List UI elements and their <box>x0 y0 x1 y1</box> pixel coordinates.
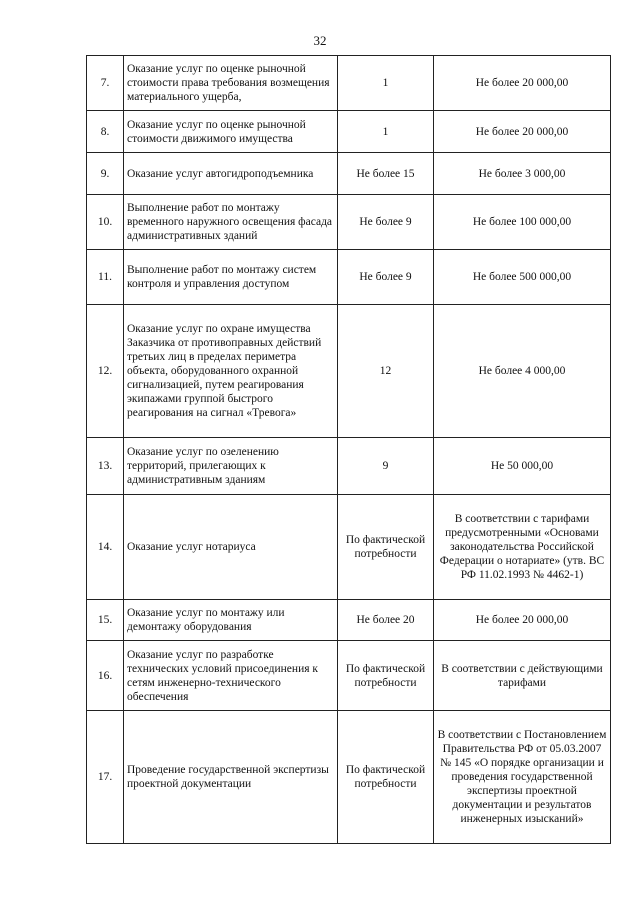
table-row <box>87 195 611 250</box>
table-row <box>87 641 611 711</box>
service-price: В соответствии с Постановлением Правительства РФ от 05.03.2007 № 145 «О порядке организации и проведения государственной экспертизы проектной документации и результатов инженерных изысканий» <box>434 711 611 844</box>
table-row <box>87 600 611 641</box>
service-quantity: Не более 9 <box>338 250 434 305</box>
service-quantity: Не более 15 <box>338 153 434 195</box>
row-number: 16. <box>87 641 124 711</box>
service-name: Оказание услуг по оценке рыночной стоимости движимого имущества <box>124 111 338 153</box>
service-price: Не более 3 000,00 <box>434 153 611 195</box>
service-price: Не более 20 000,00 <box>434 56 611 111</box>
service-name: Оказание услуг автогидроподъемника <box>124 153 338 195</box>
service-price: Не 50 000,00 <box>434 438 611 495</box>
row-number: 12. <box>87 305 124 438</box>
row-number: 13. <box>87 438 124 495</box>
service-price: Не более 4 000,00 <box>434 305 611 438</box>
service-name: Оказание услуг по охране имущества Заказчика от противоправных действий третьих лиц в пределах периметра объекта, оборудованного охранной сигнализацией, путем реагирования экипажами группой быстрого реагирования на сигнал «Тревога» <box>124 305 338 438</box>
service-quantity: Не более 20 <box>338 600 434 641</box>
service-name: Проведение государственной экспертизы проектной документации <box>124 711 338 844</box>
row-number: 8. <box>87 111 124 153</box>
table-row <box>87 250 611 305</box>
service-quantity: 12 <box>338 305 434 438</box>
table-row <box>87 305 611 438</box>
service-name: Оказание услуг по оценке рыночной стоимости права требования возмещения материального ущерба, <box>124 56 338 111</box>
service-quantity: По фактической потребности <box>338 495 434 600</box>
service-price: Не более 500 000,00 <box>434 250 611 305</box>
page-number: 32 <box>313 33 327 48</box>
service-price: Не более 100 000,00 <box>434 195 611 250</box>
service-name: Оказание услуг по озеленению территорий, прилегающих к административным зданиям <box>124 438 338 495</box>
services-table <box>86 55 611 844</box>
service-quantity: По фактической потребности <box>338 711 434 844</box>
service-quantity: По фактической потребности <box>338 641 434 711</box>
service-quantity: 1 <box>338 111 434 153</box>
service-quantity: Не более 9 <box>338 195 434 250</box>
table-row <box>87 111 611 153</box>
row-number: 10. <box>87 195 124 250</box>
table-row <box>87 56 611 111</box>
service-price: Не более 20 000,00 <box>434 111 611 153</box>
table-row <box>87 495 611 600</box>
table-row <box>87 438 611 495</box>
row-number: 9. <box>87 153 124 195</box>
service-name: Оказание услуг по монтажу или демонтажу оборудования <box>124 600 338 641</box>
service-name: Оказание услуг по разработке технических условий присоединения к сетям инженерно-технического обеспечения <box>124 641 338 711</box>
service-quantity: 1 <box>338 56 434 111</box>
service-name: Оказание услуг нотариуса <box>124 495 338 600</box>
service-quantity: 9 <box>338 438 434 495</box>
table-row <box>87 711 611 844</box>
row-number: 7. <box>87 56 124 111</box>
service-price: В соответствии с тарифами предусмотренными «Основами законодательства Российской Федерации о нотариате» (утв. ВС РФ 11.02.1993 № 4462-1) <box>434 495 611 600</box>
service-name: Выполнение работ по монтажу временного наружного освещения фасада административных зданий <box>124 195 338 250</box>
row-number: 15. <box>87 600 124 641</box>
row-number: 11. <box>87 250 124 305</box>
service-price: Не более 20 000,00 <box>434 600 611 641</box>
service-name: Выполнение работ по монтажу систем контроля и управления доступом <box>124 250 338 305</box>
service-price: В соответствии с действующими тарифами <box>434 641 611 711</box>
row-number: 14. <box>87 495 124 600</box>
row-number: 17. <box>87 711 124 844</box>
table-row <box>87 153 611 195</box>
